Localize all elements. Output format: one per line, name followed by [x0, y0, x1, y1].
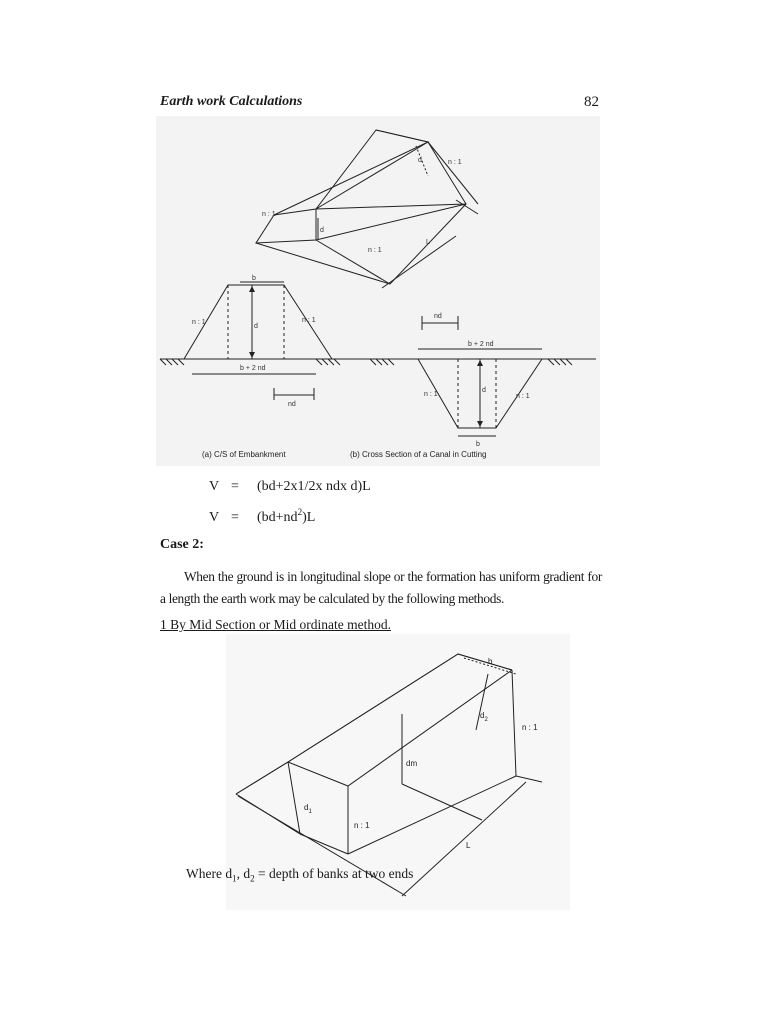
label-slope-front: n : 1: [368, 247, 382, 254]
where-sub-2: 2: [250, 873, 255, 884]
label-d1: $d_1$: [304, 803, 312, 815]
label-length: L: [426, 239, 430, 246]
equation-op: =: [231, 479, 239, 494]
page-number: 82: [584, 94, 599, 110]
prism-top-face: [274, 130, 428, 215]
label-slope-right-top: n : 1: [448, 159, 462, 166]
page-header-title: Earth work Calculations: [160, 94, 303, 109]
where-prefix: Where d: [186, 866, 233, 881]
figure-embankment-canal: [156, 116, 600, 466]
label-emb-nd: nd: [288, 401, 296, 408]
label-canal-slope-left: n : 1: [424, 391, 438, 398]
equation-lhs: V: [209, 479, 220, 494]
label-top-b: b: [488, 657, 493, 666]
equation-rhs-main: (bd+nd: [257, 509, 298, 525]
label-dm: dm: [406, 759, 418, 768]
equation-rhs-tail: )L: [302, 509, 316, 525]
label-canal-slope-right: n : 1: [516, 393, 530, 400]
label-emb-top-width: b: [252, 275, 256, 282]
label-slope-left: n : 1: [262, 211, 276, 218]
label-emb-depth: d: [254, 323, 258, 330]
case-paragraph-text: When the ground is in longitudinal slope or the formation has uniform gradient for a length the earth work may be calculated by the following methods.: [160, 569, 602, 606]
equation-lhs: V: [209, 509, 220, 525]
equation-2: [209, 507, 315, 526]
where-mid: , d: [236, 866, 251, 881]
caption-embankment: (a) C/S of Embankment: [202, 450, 286, 459]
label-slope-right: n : 1: [522, 723, 538, 732]
equation-1: [209, 479, 371, 495]
case-paragraph: [160, 566, 602, 610]
figure-embankment-canal-drawing: [156, 116, 600, 466]
equation-op: =: [231, 509, 239, 525]
label-emb-slope-left: n : 1: [192, 319, 206, 326]
label-canal-top: b + 2 nd: [468, 341, 494, 348]
where-suffix: = depth of banks at two ends: [254, 866, 414, 881]
label-depth: d: [320, 227, 324, 234]
method-heading: 1 By Mid Section or Mid ordinate method.: [160, 617, 391, 632]
case-heading: Case 2:: [160, 537, 204, 552]
caption-canal: (b) Cross Section of a Canal in Cutting: [350, 450, 487, 459]
equation-rhs-superscript: 2: [297, 507, 303, 517]
label-length: L: [466, 841, 471, 850]
prism-top-edge: [236, 654, 512, 794]
label-emb-base: b + 2 nd: [240, 365, 266, 372]
label-side-d: d: [418, 157, 422, 164]
prism-slope-right: [316, 142, 466, 209]
label-canal-bottom: b: [476, 441, 480, 448]
prism-length-dim: [382, 236, 456, 288]
prism-top-face: [288, 670, 512, 786]
label-slope-front: n : 1: [354, 821, 370, 830]
label-d2: $d_2$: [480, 711, 488, 723]
label-emb-slope-right: n : 1: [302, 317, 316, 324]
equation-rhs: (bd+2x1/2x ndx d)L: [257, 479, 371, 494]
label-canal-nd: nd: [434, 313, 442, 320]
where-line: [186, 866, 413, 884]
where-sub-1: 1: [232, 873, 237, 884]
label-canal-depth: d: [482, 387, 486, 394]
